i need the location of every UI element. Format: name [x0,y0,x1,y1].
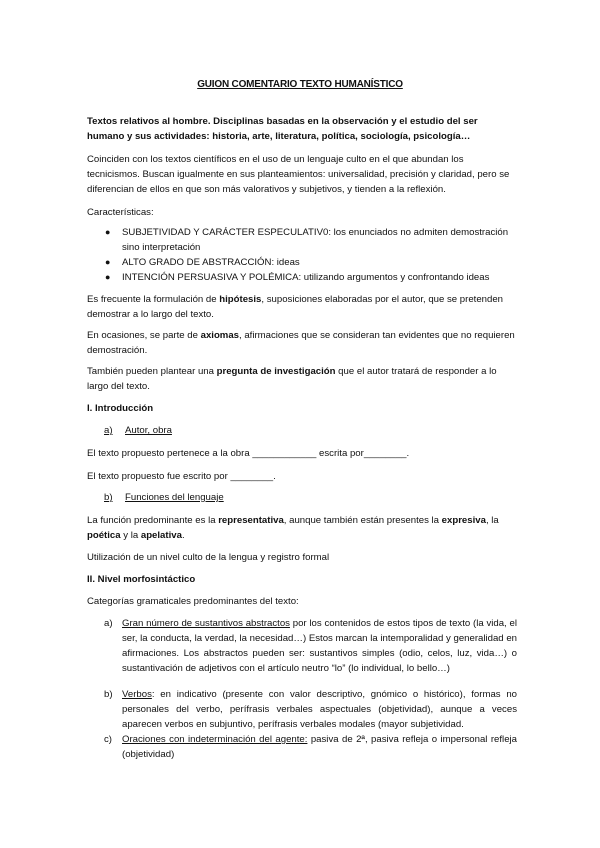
obra-line: El texto propuesto pertenece a la obra ____________ escrita por________. [87,448,410,459]
bullet-icon: ● [105,272,111,282]
list-item: ● SUBJETIVIDAD Y CARÁCTER ESPECULATIV0: los enunciados no admiten demostración sino interpretación [105,227,509,253]
paragraph-axiomas: En ocasiones, se parte de axiomas, afirmaciones que se consideran tan evidentes que no requieren demostración. [87,330,515,356]
section-morfosintactico: II. Nivel morfosintáctico [87,574,196,585]
list-item: ● INTENCIÓN PERSUASIVA Y POLÉMICA: utilizando argumentos y confrontando ideas [105,272,490,283]
bullet-icon: ● [105,227,111,237]
list-item: c) Oraciones con indeterminación del agente: pasiva de 2ª, pasiva refleja o impersonal refleja (objetividad) [104,734,517,760]
intro-paragraph: Textos relativos al hombre. Disciplinas basadas en la observación y el estudio del ser humano y sus actividades: historia, arte, literatura, política, sociología, psicología… [87,116,478,142]
list-item: ● ALTO GRADO DE ABSTRACCIÓN: ideas [105,257,300,268]
caracteristicas-label: Características: [87,207,154,218]
section-introduccion: I. Introducción [87,403,154,414]
subsection-funciones: b) Funciones del lenguaje [104,492,224,503]
categorias-label: Categorías gramaticales predominantes del texto: [87,596,299,607]
paragraph-hipotesis: Es frecuente la formulación de hipótesis, suposiciones elaboradas por el autor, que se pretenden demostrar a lo largo del texto. [87,294,504,320]
paragraph-cientificos: Coinciden con los textos científicos en el uso de un lenguaje culto en el que abundan los tecnicismos. Buscan igualmente en sus planteamientos: universalidad, precisión y claridad, pero se diferencian de ellos en que son más valorativos y subjetivos, y tienden a la reflexión. [87,154,510,195]
nivel-culto-line: Utilización de un nivel culto de la lengua y registro formal [87,552,330,563]
list-item: b) Verbos: en indicativo (presente con valor descriptivo, gnómico o histórico), formas no personales del verbo, perífrasis verbales aspectuales (objetividad), aunque a veces aparecen verbos en subjuntivo, perífrasis verbales modales (mayor subjetividad. [104,689,517,730]
autor-line: El texto propuesto fue escrito por ________. [87,471,276,482]
list-item: a) Gran número de sustantivos abstractos por los contenidos de estos tipos de texto (la vida, el ser, la conducta, la verdad, la necesidad…) Estos marcan la intemporalidad y generalidad en afirmaciones. Los abstractos pueden ser: sustantivos simples (odio, celos, luz, vida…) o sustantivación de adjetivos con el artículo neutro “lo” (lo individual, lo bello…) [104,618,517,674]
bullet-icon: ● [105,257,111,267]
paragraph-funcion: La función predominante es la representativa, aunque también están presentes la expresiva, la poética y la apelativa. [87,515,499,541]
subsection-autor-obra: a) Autor, obra [104,425,172,436]
paragraph-pregunta: También pueden plantear una pregunta de investigación que el autor tratará de responder a lo largo del texto. [87,366,497,392]
page-title: GUION COMENTARIO TEXTO HUMANÍSTICO [197,79,403,90]
